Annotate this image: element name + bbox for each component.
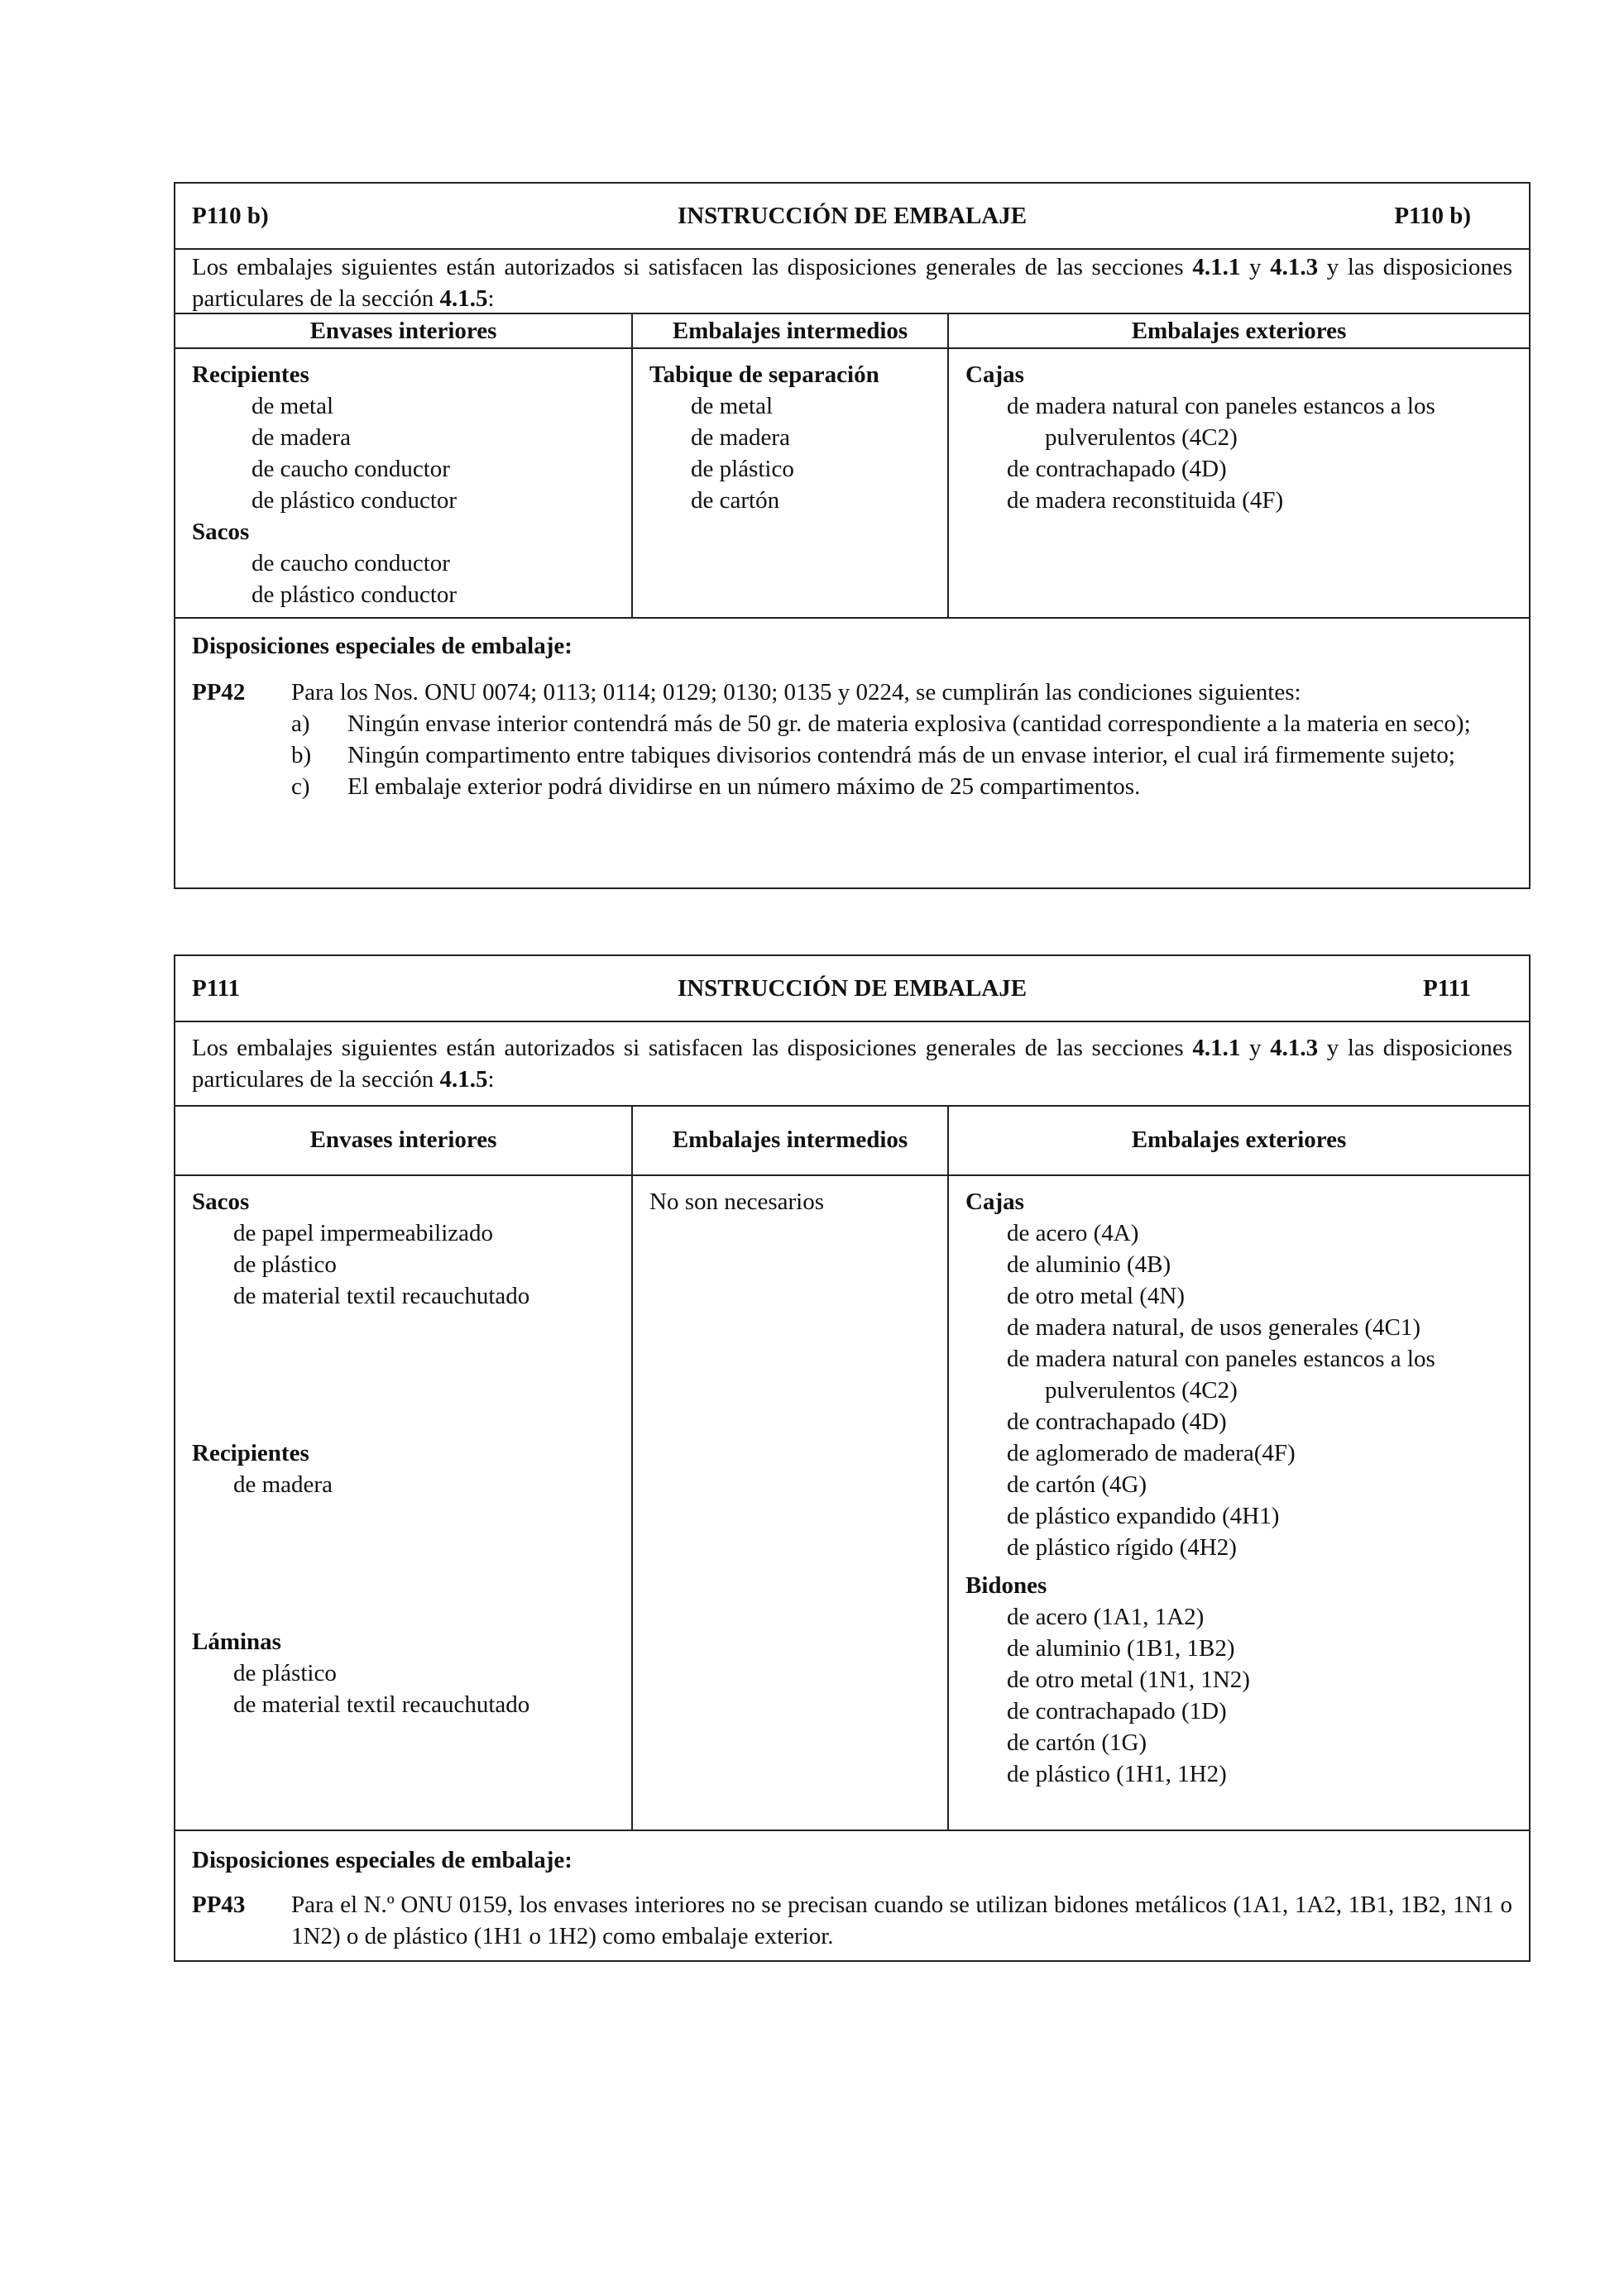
list-item: de acero (4A) bbox=[1007, 1220, 1139, 1246]
subitem-text: El embalaje exterior podrá dividirse en un número máximo de 25 compartimentos. bbox=[347, 773, 1141, 800]
list-item: de madera bbox=[252, 424, 351, 451]
list-item: de otro metal (1N1, 1N2) bbox=[1007, 1667, 1250, 1693]
group-label: Bidones bbox=[965, 1572, 1047, 1599]
instruction-title: INSTRUCCIÓN DE EMBALAJE bbox=[677, 203, 1028, 229]
inner-packagings-column bbox=[175, 1107, 633, 1830]
subitem-label: b) bbox=[291, 742, 312, 768]
list-item: de cartón (1G) bbox=[1007, 1729, 1147, 1756]
list-item: de aglomerado de madera(4F) bbox=[1007, 1440, 1296, 1466]
provision-pp43 bbox=[192, 1889, 1512, 1952]
group-label: Cajas bbox=[965, 361, 1024, 388]
column-body bbox=[949, 359, 1529, 617]
instruction-code-left: P111 bbox=[192, 975, 241, 1002]
inner-packagings-column bbox=[175, 314, 633, 617]
list-item: de plástico conductor bbox=[252, 487, 457, 514]
intro-paragraph: Los embalajes siguientes están autorizados si satisfacen las disposiciones generales de las secciones 4.1.1 y 4.1.3 y las disposiciones particulares de la sección 4.1.5: bbox=[192, 1035, 1512, 1093]
list-item: de acero (1A1, 1A2) bbox=[1007, 1604, 1205, 1630]
special-provisions bbox=[192, 630, 1512, 802]
list-item: de caucho conductor bbox=[252, 550, 450, 576]
column-header: Embalajes exteriores bbox=[949, 1107, 1529, 1176]
list-item: de contrachapado (1D) bbox=[1007, 1698, 1227, 1724]
instruction-header bbox=[175, 956, 1529, 1022]
list-item: de madera bbox=[691, 424, 790, 451]
list-item: de material textil recauchutado bbox=[233, 1283, 530, 1309]
group-label: Recipientes bbox=[192, 361, 309, 388]
list-item: de madera bbox=[233, 1471, 333, 1498]
list-item-continuation: pulverulentos (4C2) bbox=[1045, 424, 1238, 451]
list-item: de plástico (1H1, 1H2) bbox=[1007, 1761, 1227, 1787]
list-item: de cartón bbox=[691, 487, 780, 514]
group-label: Tabique de separación bbox=[649, 361, 879, 388]
intermediate-packagings-column bbox=[633, 1107, 949, 1830]
packaging-table bbox=[175, 313, 1529, 619]
column-header: Embalajes intermedios bbox=[633, 1107, 947, 1176]
list-item: de plástico expandido (4H1) bbox=[1007, 1503, 1280, 1529]
instruction-header bbox=[175, 184, 1529, 250]
column-body bbox=[949, 1186, 1529, 1830]
special-provisions bbox=[192, 1844, 1512, 1952]
list-item: de plástico conductor bbox=[252, 581, 457, 608]
column-header: Envases interiores bbox=[175, 314, 631, 349]
subitem-label: c) bbox=[291, 773, 310, 800]
provision-text: Para los Nos. ONU 0074; 0113; 0114; 0129; 0130; 0135 y 0224, se cumplirán las condiciones siguientes: bbox=[291, 679, 1301, 706]
instruction-code-left: P110 b) bbox=[192, 203, 269, 229]
list-item: de cartón (4G) bbox=[1007, 1471, 1147, 1498]
column-body bbox=[175, 1186, 631, 1830]
column-body bbox=[175, 359, 631, 617]
subitem-label: a) bbox=[291, 710, 310, 737]
special-provisions-title: Disposiciones especiales de embalaje: bbox=[192, 1847, 572, 1873]
list-item: de otro metal (4N) bbox=[1007, 1283, 1186, 1309]
intermediate-packagings-column bbox=[633, 314, 949, 617]
column-body bbox=[633, 1186, 947, 1830]
list-item: de madera natural con paneles estancos a los bbox=[1007, 393, 1435, 419]
list-item-continuation: pulverulentos (4C2) bbox=[1045, 1377, 1238, 1404]
column-header: Embalajes exteriores bbox=[949, 314, 1529, 349]
provision-subitem bbox=[192, 739, 1512, 771]
subitem-text: Ningún envase interior contendrá más de 50 gr. de materia explosiva (cantidad correspondiente a la materia en seco); bbox=[347, 710, 1471, 737]
subitem-text: Ningún compartimento entre tabiques divisorios contendrá más de un envase interior, el cual irá firmemente sujeto; bbox=[347, 742, 1455, 768]
column-header: Embalajes intermedios bbox=[633, 314, 947, 349]
group-label: Láminas bbox=[192, 1629, 281, 1655]
list-item: de metal bbox=[691, 393, 774, 419]
special-provisions-title: Disposiciones especiales de embalaje: bbox=[192, 633, 572, 659]
provision-text: Para el N.º ONU 0159, los envases interiores no se precisan cuando se utilizan bidones metálicos (1A1, 1A2, 1B1, 1B2, 1N1 o 1N2) o de plástico (1H1 o 1H2) como embalaje exterior. bbox=[291, 1892, 1512, 1949]
intro-paragraph: Los embalajes siguientes están autorizados si satisfacen las disposiciones generales de las secciones 4.1.1 y 4.1.3 y las disposiciones particulares de la sección 4.1.5: bbox=[192, 254, 1512, 312]
list-item: de aluminio (1B1, 1B2) bbox=[1007, 1635, 1235, 1662]
list-item: de plástico bbox=[233, 1251, 337, 1278]
list-item: de madera reconstituida (4F) bbox=[1007, 487, 1284, 514]
list-item: de madera natural con paneles estancos a los bbox=[1007, 1346, 1435, 1372]
provision-code: PP43 bbox=[192, 1892, 246, 1918]
list-item: de contrachapado (4D) bbox=[1007, 456, 1227, 482]
list-item: de caucho conductor bbox=[252, 456, 450, 482]
provision-subitem bbox=[192, 771, 1512, 802]
packaging-table bbox=[175, 1105, 1529, 1831]
provision-subitem bbox=[192, 708, 1512, 739]
provision-code: PP42 bbox=[192, 679, 246, 706]
list-item: de contrachapado (4D) bbox=[1007, 1409, 1227, 1435]
column-header: Envases interiores bbox=[175, 1107, 631, 1176]
outer-packagings-column bbox=[949, 1107, 1529, 1830]
provision-pp42 bbox=[192, 677, 1512, 708]
packing-instruction-p111 bbox=[174, 954, 1531, 1962]
column-body bbox=[633, 359, 947, 617]
packing-instruction-p110b bbox=[174, 182, 1531, 889]
list-item: de material textil recauchutado bbox=[233, 1691, 530, 1718]
list-item: de plástico rígido (4H2) bbox=[1007, 1534, 1237, 1561]
group-label: Cajas bbox=[965, 1189, 1024, 1215]
instruction-code-right: P110 b) bbox=[1394, 203, 1471, 229]
group-label: Sacos bbox=[192, 519, 250, 545]
group-label: Recipientes bbox=[192, 1440, 309, 1466]
list-item: de plástico bbox=[691, 456, 794, 482]
instruction-title: INSTRUCCIÓN DE EMBALAJE bbox=[677, 975, 1028, 1002]
list-item: de metal bbox=[252, 393, 334, 419]
group-label: Sacos bbox=[192, 1189, 250, 1215]
list-item: de madera natural, de usos generales (4C1) bbox=[1007, 1314, 1421, 1341]
list-item: de aluminio (4B) bbox=[1007, 1251, 1171, 1278]
outer-packagings-column bbox=[949, 314, 1529, 617]
list-item: de papel impermeabilizado bbox=[233, 1220, 494, 1246]
list-item: de plástico bbox=[233, 1660, 337, 1686]
intermediate-note: No son necesarios bbox=[649, 1189, 825, 1215]
instruction-code-right: P111 bbox=[1422, 975, 1471, 1002]
